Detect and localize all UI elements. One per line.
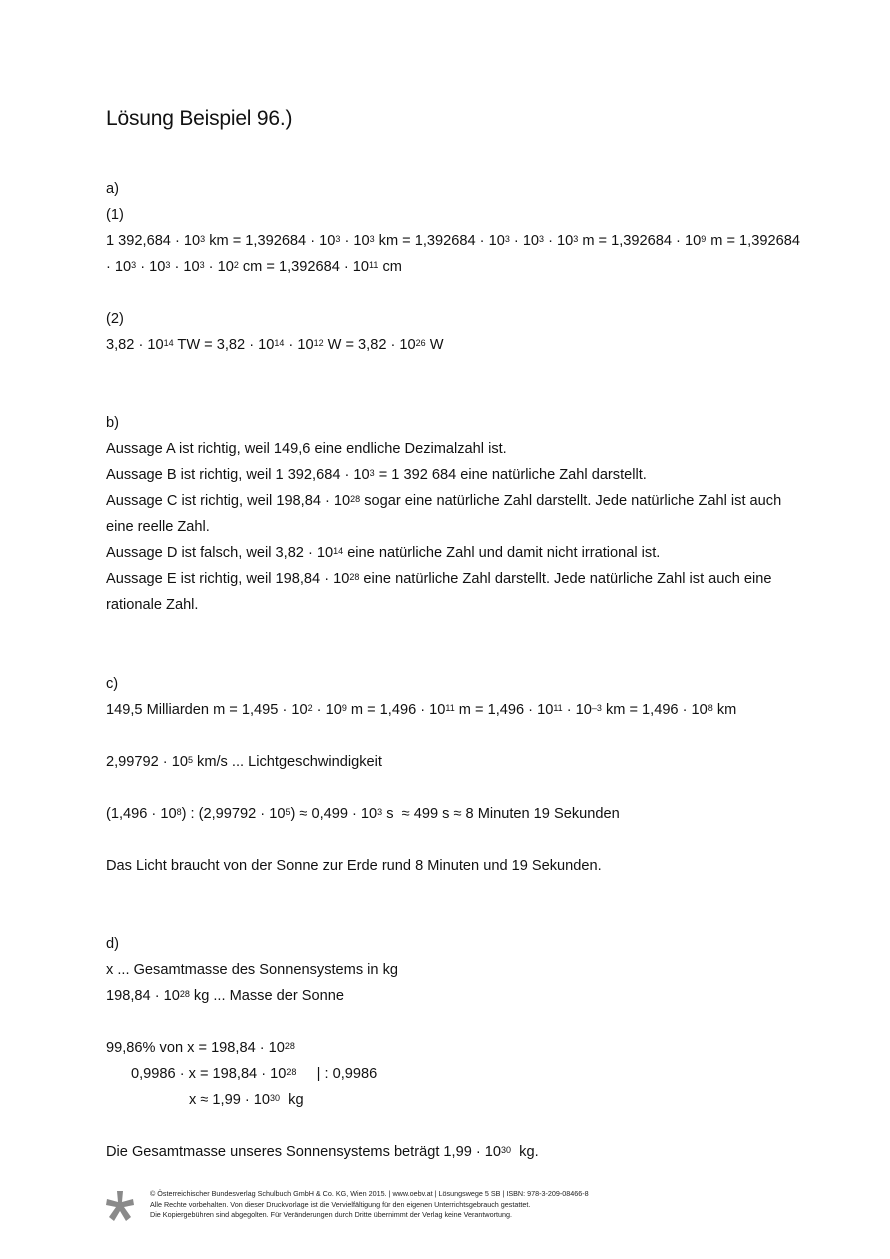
section-c-line: 149,5 Milliarden $m = 1,495 \cdot 10^2 \cdot 10^9$ $m = 1,496 \cdot 10^{11}$ $m = 1,496 \cdot 10^{11} \cdot 10^{-3}$ km = $1,496 \cdot 10^8$ km — [106, 702, 737, 718]
section-b-line: eine reelle Zahl. — [106, 519, 210, 535]
section-a-line: · $10^3 \cdot 10^3 \cdot 10^3 \cdot 10^2$ cm = $1,392684 \cdot 10^{11}$ cm — [106, 259, 402, 275]
section-a-part1-label: (1) — [106, 207, 124, 223]
section-a-label: a) — [106, 181, 119, 197]
section-d-label: d) — [106, 936, 119, 952]
section-b-line: rationale Zahl. — [106, 597, 199, 613]
section-a-part2-label: (2) — [106, 311, 124, 327]
section-d-line: $x \approx 1,99 \cdot 10^{30}$ kg — [189, 1092, 304, 1108]
section-b-line: Aussage D ist falsch, weil $3,82 \cdot 10^{14}$ eine natürliche Zahl und damit nicht irrational ist. — [106, 545, 661, 561]
section-b-label: b) — [106, 415, 119, 431]
section-b-line: Aussage B ist richtig, weil 1 $392,684 \cdot 10^3 = 1$ 392 684 eine natürliche Zahl darstellt. — [106, 467, 647, 483]
section-b-line: Aussage A ist richtig, weil 149,6 eine endliche Dezimalzahl ist. — [106, 441, 507, 457]
section-a-line: 1 $392,684 \cdot 10^3$ km = $1,392684 \cdot 10^3 \cdot 10^3$ km = $1,392684 \cdot 10^3 \cdot 10^3 \cdot 10^3$ $m = 1,392684 \cdot 10^9$ m = 1,392684 — [106, 233, 800, 249]
section-b-line: Aussage C ist richtig, weil $198,84 \cdot 10^{28}$ sogar eine natürliche Zahl darstellt. Jede natürliche Zahl ist auch — [106, 493, 782, 509]
page-title: Lösung Beispiel 96.) — [106, 107, 293, 130]
footer-line: © Österreichischer Bundesverlag Schulbuch GmbH & Co. KG, Wien 2015. | www.oebv.at | Lösungswege 5 SB | ISBN: 978-3-209-08466-8 — [150, 1189, 589, 1198]
section-b-line: Aussage E ist richtig, weil $198,84 \cdot 10^{28}$ eine natürliche Zahl darstellt. Jede natürliche Zahl ist auch eine — [106, 571, 772, 587]
footer-line: Die Kopiergebühren sind abgegolten. Für Veränderungen durch Dritte übernimmt der Verlag keine Verantwortung. — [150, 1210, 512, 1219]
section-c-line: Das Licht braucht von der Sonne zur Erde rund 8 Minuten und 19 Sekunden. — [106, 858, 602, 874]
publisher-logo-icon — [106, 1191, 134, 1221]
section-d-line: $0,9986 \cdot x = 198,84 \cdot 10^{28}$ | : 0,9986 — [131, 1066, 378, 1082]
section-d-line: $198,84 \cdot 10^{28}$ kg ... Masse der Sonne — [106, 988, 344, 1004]
section-a-line: $3,82 \cdot 10^{14}$ TW = $3,82 \cdot 10^{14} \cdot 10^{12}$ $W = 3,82 \cdot 10^{26}$ W — [106, 337, 444, 353]
section-c-line: $2,99792 \cdot 10^5$ km/s ... Lichtgeschwindigkeit — [106, 754, 382, 770]
footer-line: Alle Rechte vorbehalten. Von dieser Druckvorlage ist die Vervielfältigung für den eigenen Unterrichtsgebrauch gestattet. — [150, 1199, 531, 1209]
section-d-line: 99,86% von $x = 198,84 \cdot 10^{28}$ — [106, 1040, 295, 1056]
section-c-label: c) — [106, 676, 119, 692]
section-d-conclusion: Die Gesamtmasse unseres Sonnensystems beträgt $1,99 \cdot 10^{30}$ kg. — [106, 1144, 539, 1160]
footer-text — [150, 1189, 589, 1221]
section-c-line: $(1,496 \cdot 10^8)$ : $(2,99792 \cdot 10^5) \approx 0,499 \cdot 10^3$ s ≈ 499 s ≈ 8 Minuten 19 Sekunden — [106, 806, 620, 822]
section-d-line: x ... Gesamtmasse des Sonnensystems in kg — [106, 962, 398, 978]
